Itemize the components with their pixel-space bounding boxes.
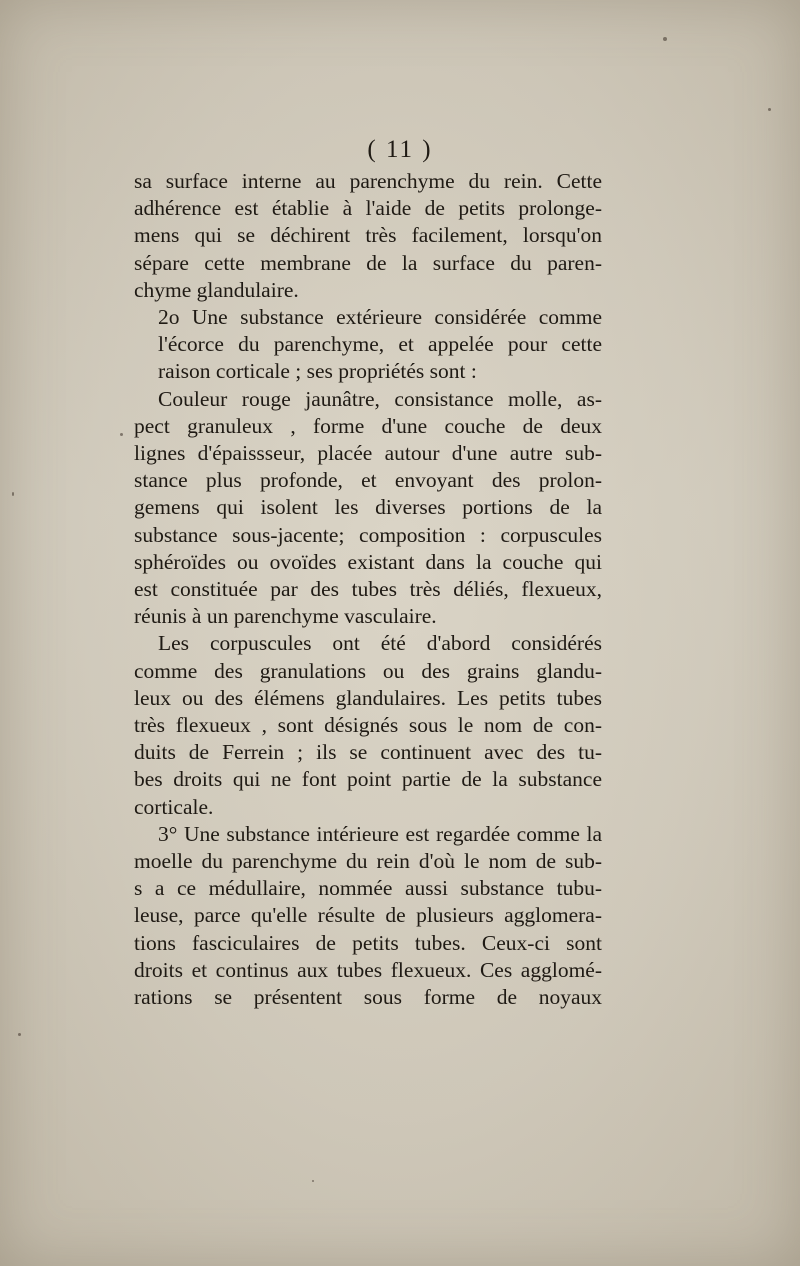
text-line: l'écorce du parenchyme, et appelée pour cette [158, 332, 602, 357]
text-line: sa surface interne au parenchyme du rein. Cette [134, 169, 602, 193]
text-line: adhérence est établie à l'aide de petits prolonge- [134, 196, 602, 221]
text-line: sphéroïdes ou ovoïdes existant dans la couche qui [134, 549, 602, 574]
text-line: 3° Une substance intérieure est regardée comme la [158, 821, 602, 846]
body-text [134, 168, 602, 1011]
text-line: substance sous-jacente; composition : corpuscules [134, 522, 602, 547]
text-line: Les corpuscules ont été d'abord considérés [158, 631, 602, 656]
text-line: Couleur rouge jaunâtre, consistance molle, as- [158, 386, 602, 411]
paragraph-4 [134, 630, 602, 820]
paper-speck [312, 1180, 314, 1182]
text-line: pect granuleux , forme d'une couche de deux [134, 413, 602, 438]
paragraph-3 [134, 386, 602, 631]
text-line: leuse, parce qu'elle résulte de plusieurs agglomera- [134, 903, 602, 928]
text-line: sépare cette membrane de la surface du paren- [134, 250, 602, 275]
text-line: 2o Une substance extérieure considérée comme [158, 305, 602, 330]
paragraph-1 [134, 168, 602, 304]
text-line: réunis à un parenchyme vasculaire. [134, 604, 437, 629]
paper-speck [768, 108, 771, 111]
paper-speck [12, 492, 14, 496]
text-line: leux ou des élémens glandulaires. Les petits tubes [134, 685, 602, 710]
text-line: lignes d'épaissseur, placée autour d'une autre sub- [134, 441, 602, 466]
paper-speck [18, 1033, 21, 1036]
paragraph-2 [134, 304, 602, 386]
text-line: tions fasciculaires de petits tubes. Ceux-ci sont [134, 930, 602, 955]
text-line: bes droits qui ne font point partie de la substance [134, 767, 602, 792]
text-line: est constituée par des tubes très déliés, flexueux, [134, 577, 602, 602]
text-line: moelle du parenchyme du rein d'où le nom de sub- [134, 849, 602, 874]
text-line: très flexueux , sont désignés sous le nom de con- [134, 713, 602, 738]
paper-speck [120, 433, 123, 436]
text-line: duits de Ferrein ; ils se continuent avec des tu- [134, 740, 602, 765]
text-line: stance plus profonde, et envoyant des prolon- [134, 468, 602, 493]
paragraph-5 [134, 821, 602, 1011]
text-line: droits et continus aux tubes flexueux. Ces agglomé- [134, 957, 602, 982]
paper-speck [663, 37, 667, 41]
text-line: mens qui se déchirent très facilement, lorsqu'on [134, 223, 602, 248]
text-line: corticale. [134, 794, 214, 819]
text-line: comme des granulations ou des grains glandu- [134, 658, 602, 683]
text-line: rations se présentent sous forme de noyaux [134, 985, 602, 1010]
text-line: chyme glandulaire. [134, 277, 299, 302]
text-line: gemens qui isolent les diverses portions de la [134, 495, 602, 520]
page-number: ( 11 ) [367, 136, 433, 163]
text-line: raison corticale ; ses propriétés sont : [158, 359, 477, 384]
text-line: s a ce médullaire, nommée aussi substance tubu- [134, 876, 602, 901]
